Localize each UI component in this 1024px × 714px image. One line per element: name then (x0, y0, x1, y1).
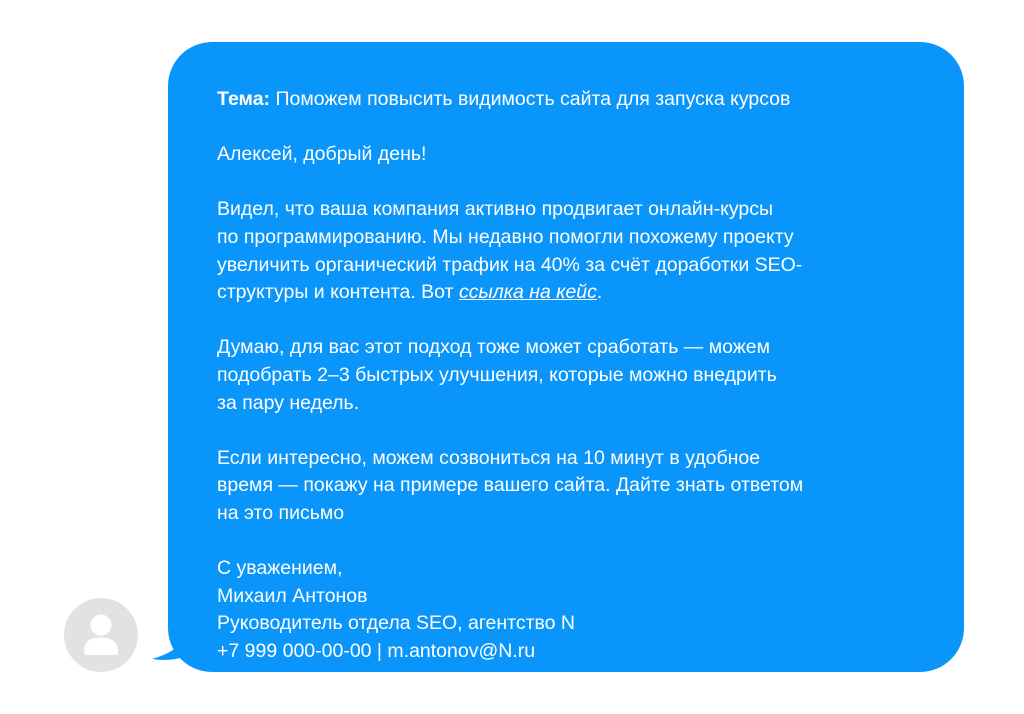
paragraph-2-line: подобрать 2–3 быстрых улучшения, которые можно внедрить (217, 363, 777, 386)
paragraph-2-line: Думаю, для вас этот подход тоже может сработать — можем (217, 336, 771, 359)
paragraph-1-line: структуры и контента. Вот (217, 281, 459, 304)
case-study-link[interactable]: ссылка на кейс (458, 281, 597, 304)
signature-closing: С уважением, (217, 557, 343, 580)
paragraph-1-line: увеличить органический трафик на 40% за счёт доработки SEO- (217, 253, 803, 276)
signature-name: Михаил Антонов (217, 584, 368, 607)
subject-text: Поможем повысить видимость сайта для запуска курсов (270, 88, 791, 110)
email-paragraph-1 (217, 196, 934, 306)
user-silhouette-icon (64, 598, 138, 672)
paragraph-1-line-end: . (596, 281, 603, 304)
subject-label: Тема: (217, 88, 271, 110)
signature-contacts: +7 999 000-00-00 | m.antonov@N.ru (217, 639, 536, 662)
email-paragraph-2 (217, 334, 934, 417)
email-paragraph-3 (217, 445, 934, 528)
message-bubble (150, 42, 964, 672)
greeting-line: Алексей, добрый день! (217, 143, 427, 166)
paragraph-1-line: по программированию. Мы недавно помогли похожему проекту (217, 225, 794, 248)
paragraph-3-line: время — покажу на примере вашего сайта. Дайте знать ответом (217, 474, 804, 497)
paragraph-3-line: Если интересно, можем созвониться на 10 минут в удобное (217, 446, 761, 469)
paragraph-1-line: Видел, что ваша компания активно продвигает онлайн-курсы (217, 198, 773, 221)
email-greeting (217, 141, 934, 169)
email-signature (217, 555, 934, 665)
paragraph-2-line: за пару недель. (217, 391, 360, 414)
paragraph-3-line: на это письмо (217, 501, 345, 524)
signature-title: Руководитель отдела SEO, агентство N (217, 612, 575, 635)
email-subject (217, 86, 934, 114)
email-message (168, 42, 964, 672)
sender-avatar (64, 598, 138, 672)
